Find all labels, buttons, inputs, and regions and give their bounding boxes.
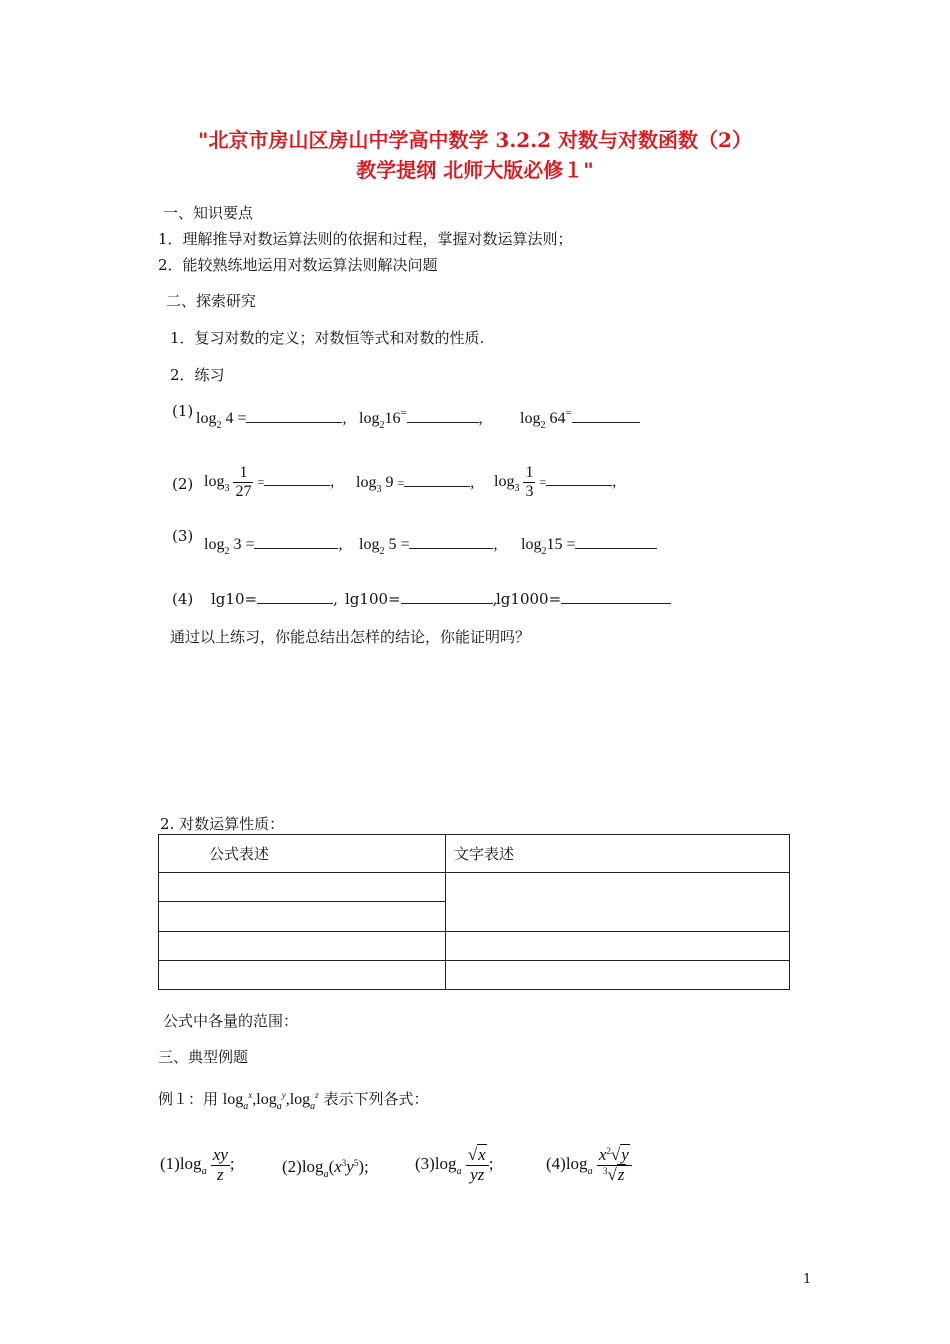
formula-cell-3 <box>159 932 446 961</box>
exercise-3-label: (3) <box>172 527 194 545</box>
exercise-4-label: (4) <box>172 590 194 608</box>
exercise-3-expr-b: $\log_2 5$ = , <box>359 536 498 557</box>
exercise-3-expr-a: $\log_2 3$ = , <box>204 536 343 557</box>
formula-cell-1 <box>159 873 446 902</box>
summary-question: 通过以上练习，你能总结出怎样的结论，你能证明吗？ <box>170 628 531 646</box>
description-cell-3 <box>446 932 790 961</box>
exercise-3-expr-c: $\log_215$ = <box>521 536 657 554</box>
page-number: 1 <box>803 1272 812 1287</box>
exercise-1-label: (1) <box>172 402 194 420</box>
exercise-1-expr-b: $\log_216^=$ , <box>359 407 483 431</box>
description-cell-1 <box>446 873 790 932</box>
exercise-4-expr-b: lg100= , <box>345 590 498 608</box>
exercise-1-expr-c: $\log_2 64^=$ <box>520 410 640 428</box>
example-1-prefix: 例１：用 <box>158 1090 219 1108</box>
section1-item-2: 2．能较熟练地运用对数运算法则解决问题 <box>158 256 438 274</box>
example-part-3: $(3)\log_a$ $\frac{√x}{yz}$ ; <box>415 1145 494 1184</box>
section2-heading: 二、探索研究 <box>166 292 257 310</box>
log-list: $\log_a^x,\log_a^y,\log_a^z$ <box>222 1090 319 1112</box>
formula-cell-2 <box>159 902 446 932</box>
formula-cell-4 <box>159 961 446 990</box>
document-title-line1: "北京市房山区房山中学高中数学 3.2.2 对数与对数函数（2） <box>198 128 752 152</box>
example-part-4: $(4)\log_a$ $\frac{x^2√y}{^3√z}$ <box>546 1146 632 1184</box>
properties-heading: 2. 对数运算性质： <box>160 815 285 833</box>
properties-table <box>158 834 790 990</box>
section1-heading: 一、知识要点 <box>163 204 254 222</box>
review-item: 1．复习对数的定义；对数恒等式和对数的性质. <box>170 329 485 347</box>
header-description: 文字表述 <box>446 835 790 873</box>
section3-heading: 三、典型例题 <box>158 1048 249 1066</box>
example-1-line <box>158 1088 429 1112</box>
exercise-4-expr-a: lg10= , <box>211 590 338 608</box>
exercise-2-expr-a: $\log_3$ $\frac{1}{27}$ = , <box>204 464 335 500</box>
example-part-1: $(1)\log_a$ $\frac{xy}{z}$ ; <box>160 1145 235 1184</box>
example-1-suffix: 表示下列各式： <box>323 1090 429 1108</box>
header-formula: 公式表述 <box>159 835 446 873</box>
practice-item: 2．练习 <box>170 366 225 384</box>
exercise-2-expr-c: $\log_3$ $\frac{1}{3}$ = , <box>494 464 617 500</box>
document-title-line2: 教学提纲 北师大版必修１" <box>356 158 594 182</box>
range-text: 公式中各量的范围： <box>163 1012 299 1030</box>
lg100-text: lg100= <box>345 590 401 608</box>
exercise-2-label: (2) <box>172 475 194 493</box>
lg10-text: lg10= <box>211 590 258 608</box>
exercise-2-expr-b: $\log_3 9$ = , <box>356 474 475 495</box>
description-cell-4 <box>446 961 790 990</box>
section1-item-1: 1．理解推导对数运算法则的依据和过程，掌握对数运算法则； <box>158 230 573 248</box>
exercise-4-expr-c <box>496 590 671 608</box>
lg1000-text: lg1000= <box>496 590 562 608</box>
exercise-1-expr-a: $\log_2 4$ = , <box>196 410 347 431</box>
example-part-2: $(2)\log_a(x^3y^5)$; <box>282 1157 369 1180</box>
